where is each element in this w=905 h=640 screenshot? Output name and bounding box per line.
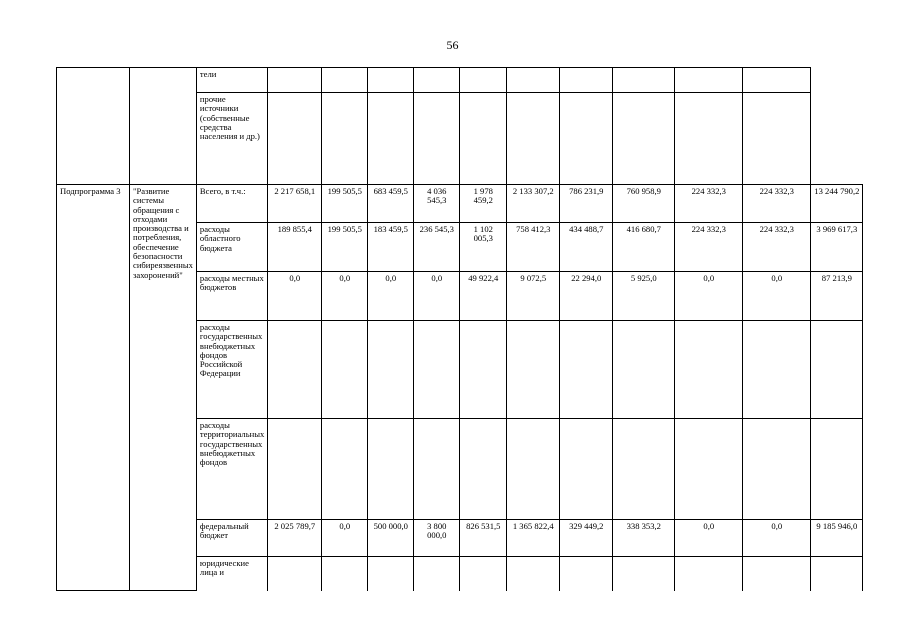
value-cell: 0,0 (368, 272, 414, 321)
value-cell (507, 68, 560, 93)
value-cell (743, 557, 811, 591)
value-cell: 224 332,3 (675, 185, 743, 223)
funding-source-cell: расходы местных бюджетов (196, 272, 267, 321)
value-cell (507, 93, 560, 185)
value-cell: 224 332,3 (675, 223, 743, 272)
funding-source-cell: юридические лица и (196, 557, 267, 591)
value-cell: 224 332,3 (743, 223, 811, 272)
value-cell (675, 68, 743, 93)
total-cell (811, 321, 863, 419)
value-cell: 826 531,5 (460, 520, 507, 557)
value-cell (675, 93, 743, 185)
value-cell: 786 231,9 (560, 185, 613, 223)
value-cell (414, 93, 460, 185)
value-cell (460, 93, 507, 185)
table-row (57, 68, 863, 93)
value-cell (414, 321, 460, 419)
total-cell: 87 213,9 (811, 272, 863, 321)
funding-source-cell: федеральный бюджет (196, 520, 267, 557)
value-cell: 0,0 (675, 272, 743, 321)
total-cell: 3 969 617,3 (811, 223, 863, 272)
value-cell (560, 68, 613, 93)
value-cell (368, 68, 414, 93)
value-cell: 758 412,3 (507, 223, 560, 272)
value-cell (368, 557, 414, 591)
value-cell: 0,0 (743, 272, 811, 321)
funding-source-cell: расходы государственных внебюджетных фондов Российской Федерации (196, 321, 267, 419)
value-cell: 1 978 459,2 (460, 185, 507, 223)
value-cell: 199 505,5 (322, 223, 368, 272)
value-cell: 416 680,7 (613, 223, 675, 272)
funding-source-cell: тели (196, 68, 267, 93)
cell-empty (130, 68, 197, 185)
total-cell (811, 557, 863, 591)
value-cell: 500 000,0 (368, 520, 414, 557)
value-cell (560, 557, 613, 591)
value-cell: 199 505,5 (322, 185, 368, 223)
value-cell (675, 419, 743, 520)
value-cell: 683 459,5 (368, 185, 414, 223)
value-cell (414, 68, 460, 93)
value-cell (507, 419, 560, 520)
value-cell: 338 353,2 (613, 520, 675, 557)
value-cell: 0,0 (268, 272, 322, 321)
value-cell (507, 557, 560, 591)
value-cell (268, 68, 322, 93)
value-cell (322, 419, 368, 520)
table-row (57, 185, 863, 223)
funding-source-cell: расходы областного бюджета (196, 223, 267, 272)
value-cell: 329 449,2 (560, 520, 613, 557)
value-cell: 1 102 005,3 (460, 223, 507, 272)
value-cell (368, 93, 414, 185)
funding-source-cell: Всего, в т.ч.: (196, 185, 267, 223)
value-cell: 2 217 658,1 (268, 185, 322, 223)
value-cell (507, 321, 560, 419)
subprogram-code: Подпрограмма 3 (57, 185, 130, 591)
funding-source-cell: расходы территориальных государственных внебюджетных фондов (196, 419, 267, 520)
value-cell: 183 459,5 (368, 223, 414, 272)
value-cell (460, 557, 507, 591)
value-cell (268, 557, 322, 591)
value-cell: 0,0 (322, 272, 368, 321)
value-cell (322, 557, 368, 591)
value-cell (613, 321, 675, 419)
page-number: 56 (446, 38, 459, 52)
value-cell: 22 294,0 (560, 272, 613, 321)
value-cell (613, 419, 675, 520)
value-cell (268, 321, 322, 419)
budget-table (56, 67, 863, 591)
value-cell (675, 321, 743, 419)
value-cell (414, 419, 460, 520)
value-cell: 4 036 545,3 (414, 185, 460, 223)
value-cell: 5 925,0 (613, 272, 675, 321)
value-cell: 2 133 307,2 (507, 185, 560, 223)
value-cell (268, 419, 322, 520)
value-cell: 9 072,5 (507, 272, 560, 321)
value-cell (560, 93, 613, 185)
value-cell (613, 93, 675, 185)
funding-source-cell: прочие источники (собственные средства населения и др.) (196, 93, 267, 185)
cell-empty (57, 68, 130, 185)
value-cell (560, 419, 613, 520)
value-cell: 760 958,9 (613, 185, 675, 223)
value-cell (675, 557, 743, 591)
value-cell (322, 68, 368, 93)
value-cell (460, 68, 507, 93)
value-cell: 49 922,4 (460, 272, 507, 321)
value-cell: 434 488,7 (560, 223, 613, 272)
value-cell (414, 557, 460, 591)
value-cell (613, 557, 675, 591)
value-cell (322, 93, 368, 185)
subprogram-name: "Развитие системы обращения с отходами производства и потребления, обеспечение безопасности сибиреязвенных захоронений" (130, 185, 197, 591)
value-cell: 0,0 (322, 520, 368, 557)
value-cell (368, 419, 414, 520)
value-cell (460, 419, 507, 520)
value-cell: 0,0 (743, 520, 811, 557)
value-cell: 1 365 822,4 (507, 520, 560, 557)
value-cell (743, 93, 811, 185)
value-cell: 224 332,3 (743, 185, 811, 223)
total-cell (811, 419, 863, 520)
value-cell: 0,0 (414, 272, 460, 321)
value-cell (743, 321, 811, 419)
value-cell: 236 545,3 (414, 223, 460, 272)
value-cell: 0,0 (675, 520, 743, 557)
total-cell: 13 244 790,2 (811, 185, 863, 223)
total-cell: 9 185 946,0 (811, 520, 863, 557)
value-cell (460, 321, 507, 419)
value-cell: 2 025 789,7 (268, 520, 322, 557)
value-cell (322, 321, 368, 419)
value-cell (268, 93, 322, 185)
value-cell: 189 855,4 (268, 223, 322, 272)
value-cell: 3 800 000,0 (414, 520, 460, 557)
value-cell (368, 321, 414, 419)
value-cell (743, 419, 811, 520)
value-cell (613, 68, 675, 93)
value-cell (743, 68, 811, 93)
value-cell (560, 321, 613, 419)
